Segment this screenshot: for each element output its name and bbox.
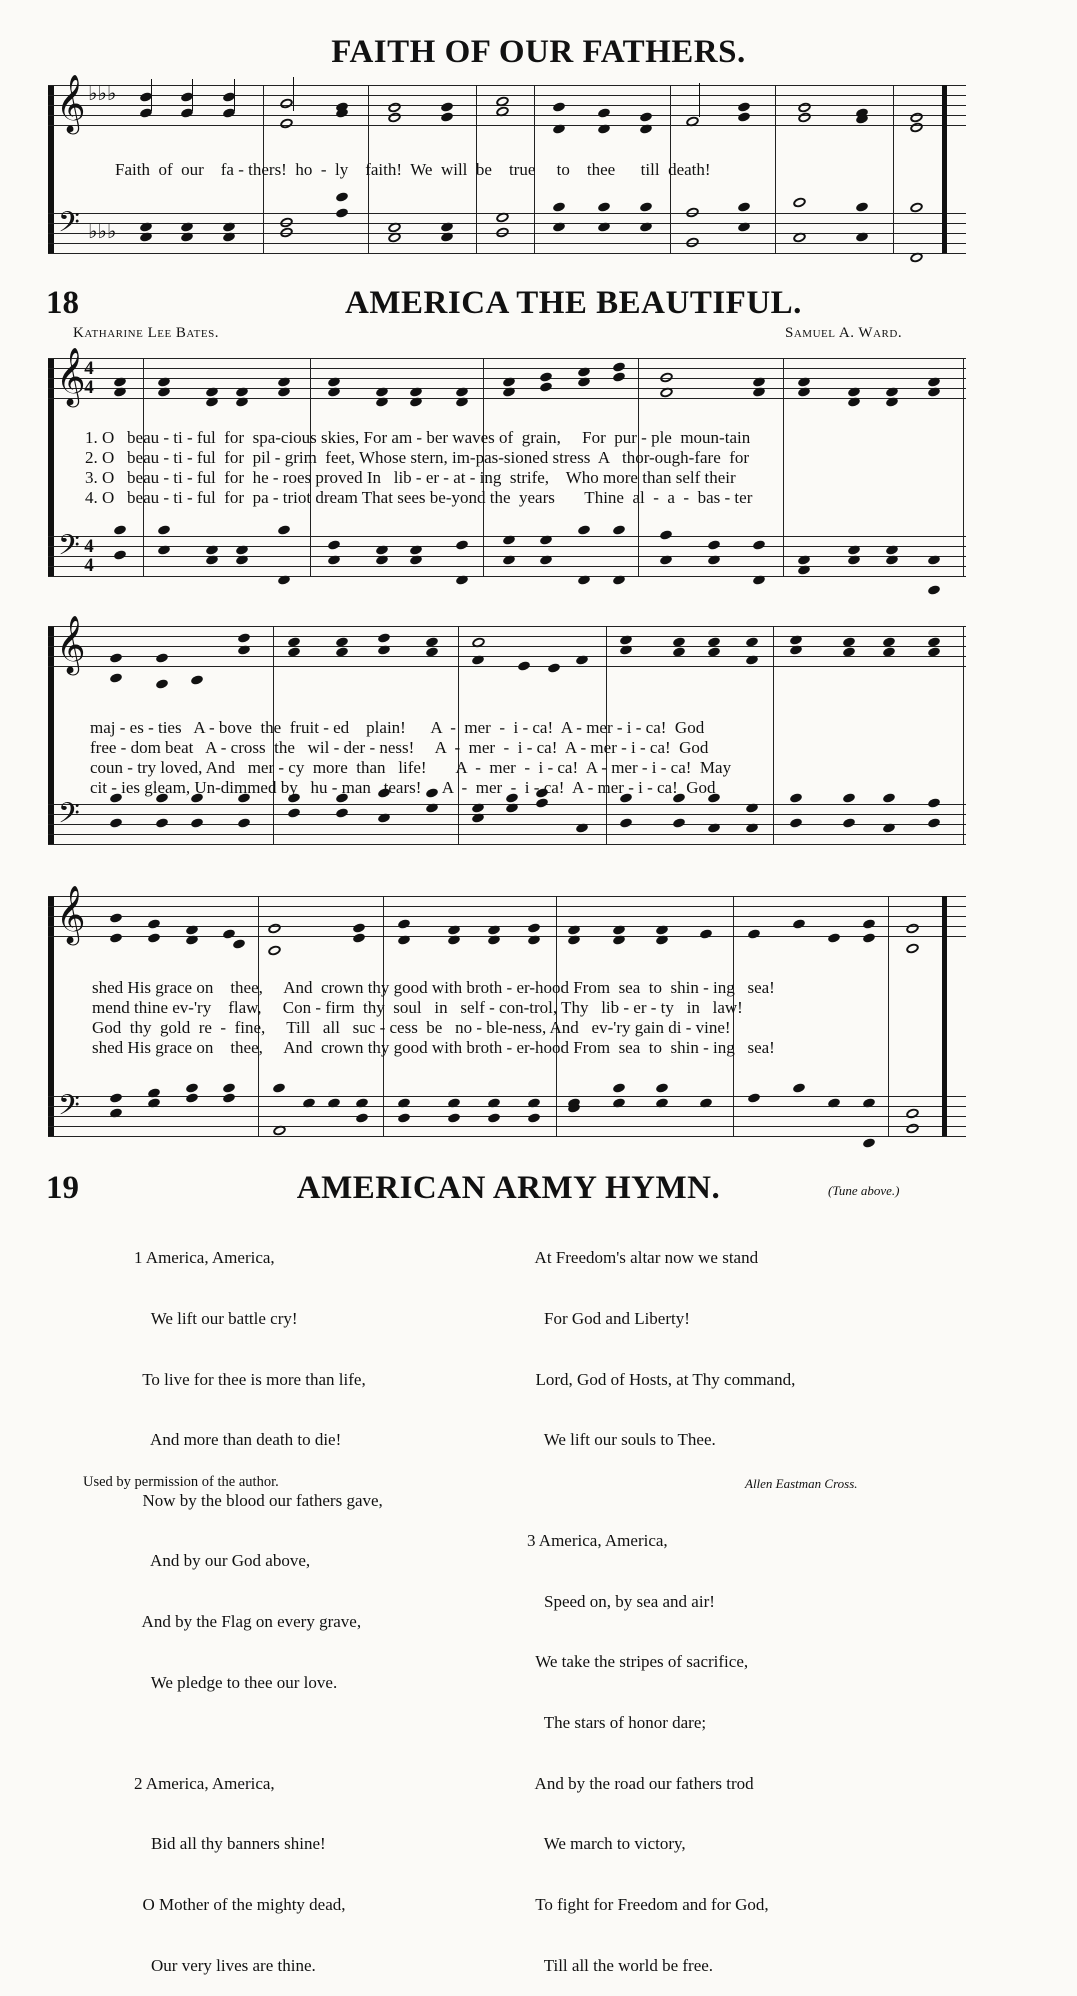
hymn-number: 18 bbox=[46, 285, 79, 321]
verse-line: And by our God above, bbox=[134, 1551, 311, 1571]
note-head bbox=[109, 672, 123, 684]
verse-line: Our very lives are thine. bbox=[134, 1955, 316, 1975]
faith-lyrics bbox=[115, 160, 1015, 180]
treble-clef-icon: 𝄞 bbox=[56, 74, 86, 132]
faith-title: FAITH OF OUR FATHERS. bbox=[331, 34, 746, 70]
note-head bbox=[272, 1082, 286, 1094]
lyric-line: 3. O beau - ti - ful for he - roes proved In lib - er - at - ing strife, Who more than self their bbox=[85, 468, 736, 487]
note-head bbox=[113, 524, 127, 536]
lyric-line: shed His grace on thee, And crown thy good with broth - er-hood From sea to shin - ing sea! bbox=[92, 978, 775, 997]
lyric-line: free - dom beat A - cross the wil - der - ness! A - mer - i - ca! A - mer - i - ca! God bbox=[90, 738, 709, 757]
verse-line: To live for thee is more than life, bbox=[134, 1369, 366, 1389]
verse-line: At Freedom's altar now we stand bbox=[527, 1248, 759, 1268]
verse-line: The stars of honor dare; bbox=[527, 1713, 707, 1733]
note-head bbox=[612, 524, 626, 536]
treble-staff bbox=[48, 626, 966, 666]
author-credit: Katharine Lee Bates. bbox=[73, 325, 219, 341]
composer-credit: Samuel A. Ward. bbox=[785, 325, 903, 341]
verse-line: And by the road our fathers trod bbox=[527, 1773, 754, 1793]
verse-line: We lift our battle cry! bbox=[134, 1309, 298, 1329]
note-head bbox=[335, 191, 349, 203]
lyric-line: Faith of our fa - thers! ho - ly faith! We will be true to thee till death! bbox=[115, 160, 711, 179]
verse-line: We march to victory, bbox=[527, 1834, 686, 1854]
verse-line: Now by the blood our fathers gave, bbox=[134, 1490, 383, 1510]
note-head bbox=[612, 1082, 626, 1094]
verse-line: Bid all thy banners shine! bbox=[134, 1834, 326, 1854]
note-head bbox=[737, 201, 751, 213]
note-head bbox=[222, 1082, 236, 1094]
verse-line: We lift our souls to Thee. bbox=[527, 1430, 716, 1450]
note-stem bbox=[699, 83, 700, 117]
faith-score bbox=[48, 74, 966, 285]
lyric-line: cit - ies gleam, Un-dimmed by hu - man tears! A - mer - i - ca! A - mer - i - ca! God bbox=[90, 778, 716, 797]
note-head bbox=[655, 1082, 669, 1094]
verse-line: 3 America, America, bbox=[527, 1531, 668, 1551]
note-head bbox=[862, 1137, 876, 1149]
treble-clef-icon: 𝄞 bbox=[56, 615, 86, 673]
note-head bbox=[792, 1082, 806, 1094]
note-stem bbox=[293, 77, 294, 111]
treble-clef-icon: 𝄞 bbox=[56, 885, 86, 943]
note-stem bbox=[151, 79, 152, 111]
treble-staff bbox=[48, 85, 966, 125]
lyric-line: God thy gold re - fine, Till all suc - cess be no - ble-ness, And ev-'ry gain di - vine! bbox=[92, 1018, 731, 1037]
verse-line: 1 America, America, bbox=[134, 1248, 275, 1268]
verse-line: For God and Liberty! bbox=[527, 1309, 690, 1329]
note-head bbox=[155, 678, 169, 690]
note-head bbox=[639, 201, 653, 213]
note-stem bbox=[234, 79, 235, 111]
america-beautiful-title: AMERICA THE BEAUTIFUL. bbox=[345, 285, 802, 321]
tune-note: (Tune above.) bbox=[828, 1183, 900, 1198]
america-verses-system-2 bbox=[90, 718, 990, 798]
treble-clef-icon: 𝄞 bbox=[56, 347, 86, 405]
verse-line: Till all the world be free. bbox=[527, 1955, 714, 1975]
verse-line: We pledge to thee our love. bbox=[134, 1672, 338, 1692]
verse-line: Lord, God of Hosts, at Thy command, bbox=[527, 1369, 796, 1389]
america-verses-system-1 bbox=[85, 428, 985, 508]
time-signature: 4 4 bbox=[84, 358, 94, 398]
note-head bbox=[905, 942, 920, 955]
note-head bbox=[552, 201, 566, 213]
america-verses-system-3 bbox=[92, 978, 992, 1058]
bass-clef-icon: 𝄢 bbox=[58, 529, 80, 569]
note-head bbox=[577, 524, 591, 536]
army-hymn-left-column bbox=[134, 1208, 383, 1996]
verse-line: O Mother of the mighty dead, bbox=[134, 1894, 346, 1914]
note-head bbox=[232, 938, 246, 950]
hymn-number: 19 bbox=[46, 1170, 79, 1206]
permission-footnote: Used by permission of the author. bbox=[83, 1474, 279, 1490]
lyric-line: 4. O beau - ti - ful for pa - triot dream That sees be-yond the years Thine al - a - bas - ter bbox=[85, 488, 753, 507]
lyric-line: mend thine ev-'ry flaw, Con - firm thy soul in self - con-trol, Thy lib - er - ty in law! bbox=[92, 998, 743, 1017]
lyric-line: maj - es - ties A - bove the fruit - ed plain! A - mer - i - ca! A - mer - i - ca! God bbox=[90, 718, 705, 737]
note-head bbox=[597, 201, 611, 213]
time-signature: 4 4 bbox=[84, 536, 94, 576]
bass-clef-icon: 𝄢 bbox=[58, 797, 80, 837]
note-stem bbox=[192, 79, 193, 111]
note-head bbox=[157, 524, 171, 536]
lyric-line: 1. O beau - ti - ful for spa-cious skies, For am - ber waves of grain, For pur - ple moun-tain bbox=[85, 428, 751, 447]
army-hymn-right-column bbox=[527, 1208, 795, 1996]
bass-clef-icon: 𝄢 bbox=[58, 206, 80, 246]
note-head bbox=[267, 944, 282, 957]
bass-clef-icon: 𝄢 bbox=[58, 1089, 80, 1129]
lyricist-credit: Allen Eastman Cross. bbox=[745, 1476, 858, 1491]
verse-line: We take the stripes of sacrifice, bbox=[527, 1652, 749, 1672]
verse-line: To fight for Freedom and for God, bbox=[527, 1894, 769, 1914]
lyric-line: 2. O beau - ti - ful for pil - grim feet, Whose stern, im-pas-sioned stress A thor-ough-fare for bbox=[85, 448, 750, 467]
note-head bbox=[792, 196, 807, 209]
note-head bbox=[190, 674, 204, 686]
note-head bbox=[277, 524, 291, 536]
note-head bbox=[927, 584, 941, 596]
verse-line: Speed on, by sea and air! bbox=[527, 1591, 715, 1611]
note-head bbox=[855, 201, 869, 213]
note-head bbox=[185, 1082, 199, 1094]
verse-line: And by the Flag on every grave, bbox=[134, 1612, 362, 1632]
lyric-line: coun - try loved, And mer - cy more than life! A - mer - i - ca! A - mer - i - ca! May bbox=[90, 758, 732, 777]
flat-icon: ♭♭♭ bbox=[88, 81, 117, 105]
flat-icon: ♭♭♭ bbox=[88, 219, 117, 243]
army-hymn-title: AMERICAN ARMY HYMN. bbox=[296, 1170, 721, 1206]
verse-line: And more than death to die! bbox=[134, 1430, 342, 1450]
lyric-line: shed His grace on thee, And crown thy good with broth - er-hood From sea to shin - ing sea! bbox=[92, 1038, 775, 1057]
verse-line: 2 America, America, bbox=[134, 1773, 275, 1793]
